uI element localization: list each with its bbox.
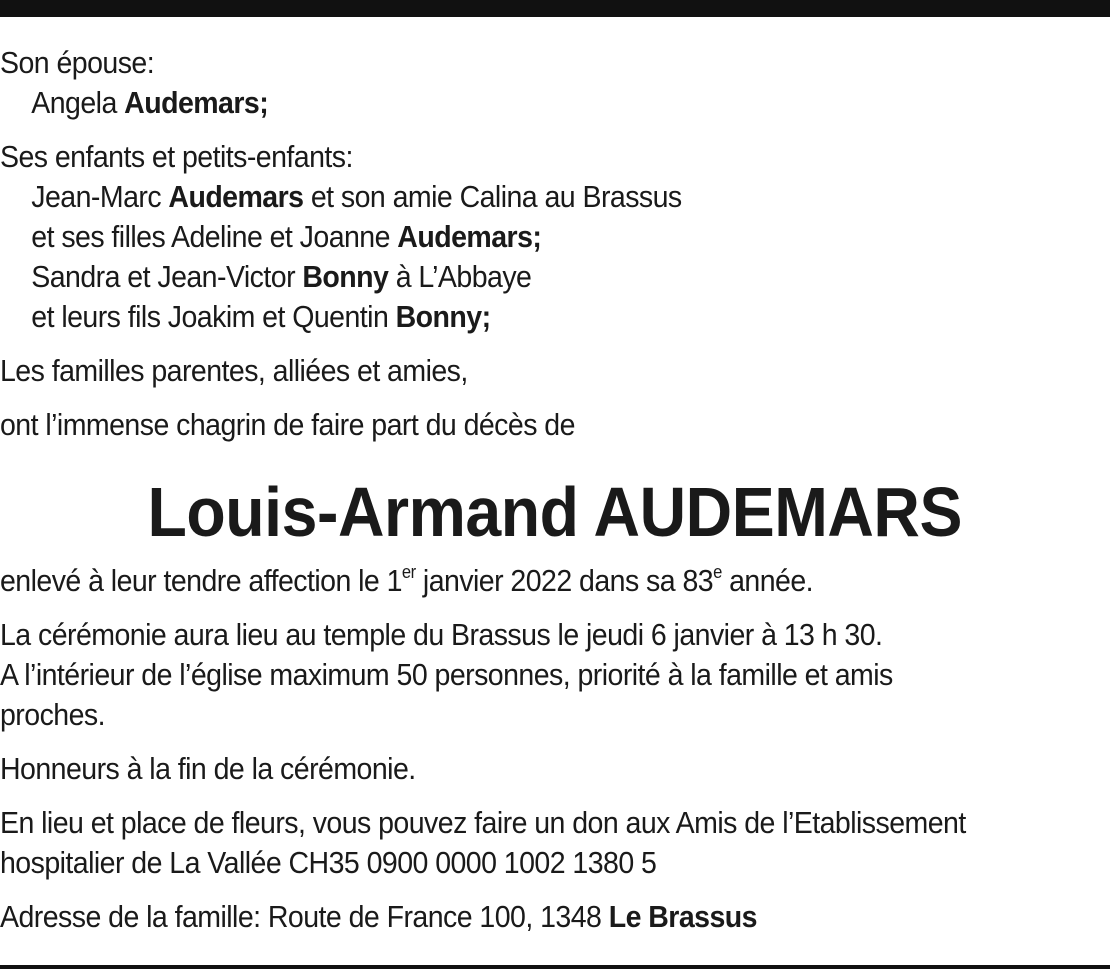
passing-text-1: enlevé à leur tendre affection le 1 (0, 563, 402, 598)
deceased-name: Louis-Armand AUDEMARS (147, 473, 962, 551)
address-town: Le Brassus (608, 899, 757, 934)
ceremony-line-2: A l’intérieur de l’église maximum 50 personnes, priorité à la famille et amis (0, 657, 893, 692)
ceremony-line-1: La cérémonie aura lieu au temple du Brassus le jeudi 6 janvier à 13 h 30. (0, 617, 883, 652)
address-line (0, 897, 1110, 937)
address-text: Adresse de la famille: Route de France 100, 1348 (0, 899, 609, 934)
children-line-1-surname: Audemars (168, 179, 304, 214)
ceremony-line-3: proches. (0, 697, 105, 732)
children-line-3-surname: Bonny (302, 259, 389, 294)
passing-sup-2: e (713, 562, 722, 582)
children-line-1-text: Jean-Marc (31, 179, 169, 214)
children-line-2-surname: Audemars; (397, 219, 542, 254)
spouse-heading: Son épouse: (0, 45, 155, 80)
passing-line (0, 561, 1110, 601)
passing-sup-1: er (401, 562, 416, 582)
passing-text-3: année. (721, 563, 814, 598)
spouse-name (0, 83, 1110, 123)
children-line-4 (0, 297, 1110, 337)
children-line-3-rest: à L’Abbaye (388, 259, 532, 294)
honours-line: Honneurs à la fin de la cérémonie. (0, 751, 416, 786)
children-line-1 (0, 177, 1110, 217)
children-line-4-text: et leurs fils Joakim et Quentin (31, 299, 396, 334)
children-line-4-surname: Bonny; (395, 299, 491, 334)
donation-line-1: En lieu et place de fleurs, vous pouvez faire un don aux Amis de l’Etablissement (0, 805, 966, 840)
children-line-2-text: et ses filles Adeline et Joanne (31, 219, 398, 254)
children-line-3-text: Sandra et Jean-Victor (31, 259, 303, 294)
obituary-notice (0, 43, 1110, 937)
spouse-first-name: Angela (31, 85, 117, 120)
top-rule (0, 0, 1110, 17)
bottom-rule (0, 965, 1110, 969)
children-line-1-rest: et son amie Calina au Brassus (303, 179, 682, 214)
children-line-3 (0, 257, 1110, 297)
announcement-line: ont l’immense chagrin de faire part du décès de (0, 407, 575, 442)
families-line: Les familles parentes, alliées et amies, (0, 353, 468, 388)
children-line-2 (0, 217, 1110, 257)
spouse-surname: Audemars; (124, 85, 269, 120)
children-heading: Ses enfants et petits-enfants: (0, 139, 353, 174)
passing-text-2: janvier 2022 dans sa 83 (415, 563, 714, 598)
donation-line-2: hospitalier de La Vallée CH35 0900 0000 1002 1380 5 (0, 845, 657, 880)
